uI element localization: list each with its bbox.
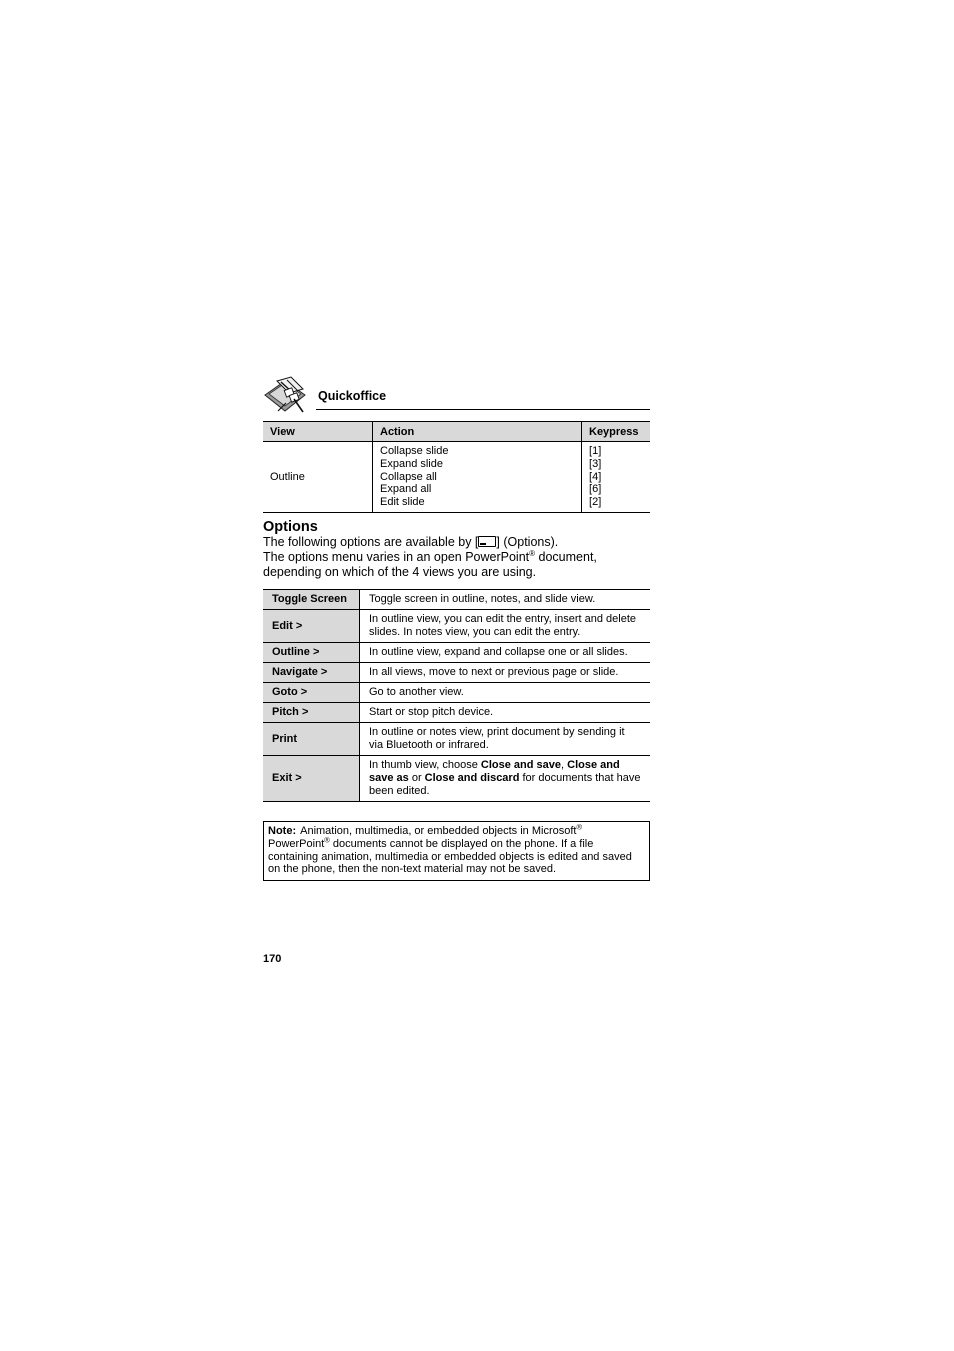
manual-page bbox=[263, 375, 650, 881]
option-description: Toggle screen in outline, notes, and slide view. bbox=[369, 593, 596, 606]
keypress-item: [4] bbox=[589, 470, 602, 483]
column-header-view: View bbox=[263, 422, 373, 442]
keypress-cell bbox=[582, 442, 651, 513]
left-softkey-icon bbox=[478, 536, 496, 547]
option-description: In all views, move to next or previous page or slide. bbox=[360, 662, 651, 682]
option-description: In outline view, expand and collapse one or all slides. bbox=[360, 642, 651, 662]
view-action-table bbox=[263, 421, 650, 513]
options-heading: Options bbox=[263, 518, 318, 535]
options-table bbox=[263, 589, 650, 802]
option-description: Start or stop pitch device. bbox=[360, 702, 651, 722]
option-description: Go to another view. bbox=[360, 682, 651, 702]
column-header-action: Action bbox=[373, 422, 582, 442]
table-row bbox=[263, 722, 650, 755]
table-row bbox=[263, 755, 650, 801]
table-row bbox=[263, 682, 650, 702]
column-header-keypress: Keypress bbox=[582, 422, 651, 442]
note-text: Animation, multimedia, or embedded objects in Microsoft bbox=[300, 824, 577, 837]
option-name: Navigate > bbox=[263, 662, 360, 682]
option-name: Print bbox=[263, 722, 360, 755]
keypress-item: [1] bbox=[589, 445, 602, 457]
table-row bbox=[263, 642, 650, 662]
view-cell: Outline bbox=[270, 470, 305, 483]
table-row bbox=[263, 442, 650, 513]
header-rule bbox=[316, 409, 650, 410]
action-item: Edit slide bbox=[380, 496, 425, 509]
option-name: Toggle Screen bbox=[263, 589, 360, 609]
action-item: Collapse all bbox=[380, 470, 437, 483]
option-name: Goto > bbox=[263, 682, 360, 702]
section-title: Quickoffice bbox=[318, 389, 387, 403]
keypress-item: [6] bbox=[589, 483, 602, 496]
action-item: Collapse slide bbox=[380, 445, 449, 457]
note-label: Note: bbox=[268, 824, 297, 837]
table-row bbox=[263, 662, 650, 682]
page-number: 170 bbox=[263, 953, 282, 965]
options-intro: The following options are available by [ ] (Options). The options menu varies in an open PowerPoint® document, depending on which of the 4 views you are using. bbox=[263, 534, 597, 579]
section-header bbox=[263, 375, 650, 411]
option-name: Outline > bbox=[263, 642, 360, 662]
option-description: In outline or notes view, print document by sending it via Bluetooth or infrared. bbox=[360, 722, 651, 755]
option-name: Exit > bbox=[263, 755, 360, 801]
table-row bbox=[263, 609, 650, 642]
option-name: Edit > bbox=[263, 609, 360, 642]
quickoffice-book-icon bbox=[263, 375, 309, 415]
action-item: Expand slide bbox=[380, 457, 443, 470]
table-row bbox=[263, 589, 650, 609]
table-row bbox=[263, 702, 650, 722]
option-name: Pitch > bbox=[263, 702, 360, 722]
option-description: In outline view, you can edit the entry, insert and delete slides. In notes view, you can edit the entry. bbox=[360, 609, 651, 642]
option-description: In thumb view, choose Close and save, Close and save as or Close and discard for documents that have been edited. bbox=[360, 755, 651, 801]
keypress-item: [3] bbox=[589, 457, 602, 470]
note-box: Note: Animation, multimedia, or embedded objects in Microsoft® PowerPoint® documents cannot be displayed on the phone. If a file containing animation, multimedia or embedded objects is edited and saved on the phone, then the non-text material may not be saved. bbox=[263, 821, 650, 881]
action-item: Expand all bbox=[380, 483, 432, 496]
action-cell bbox=[373, 442, 582, 513]
keypress-item: [2] bbox=[589, 496, 602, 509]
